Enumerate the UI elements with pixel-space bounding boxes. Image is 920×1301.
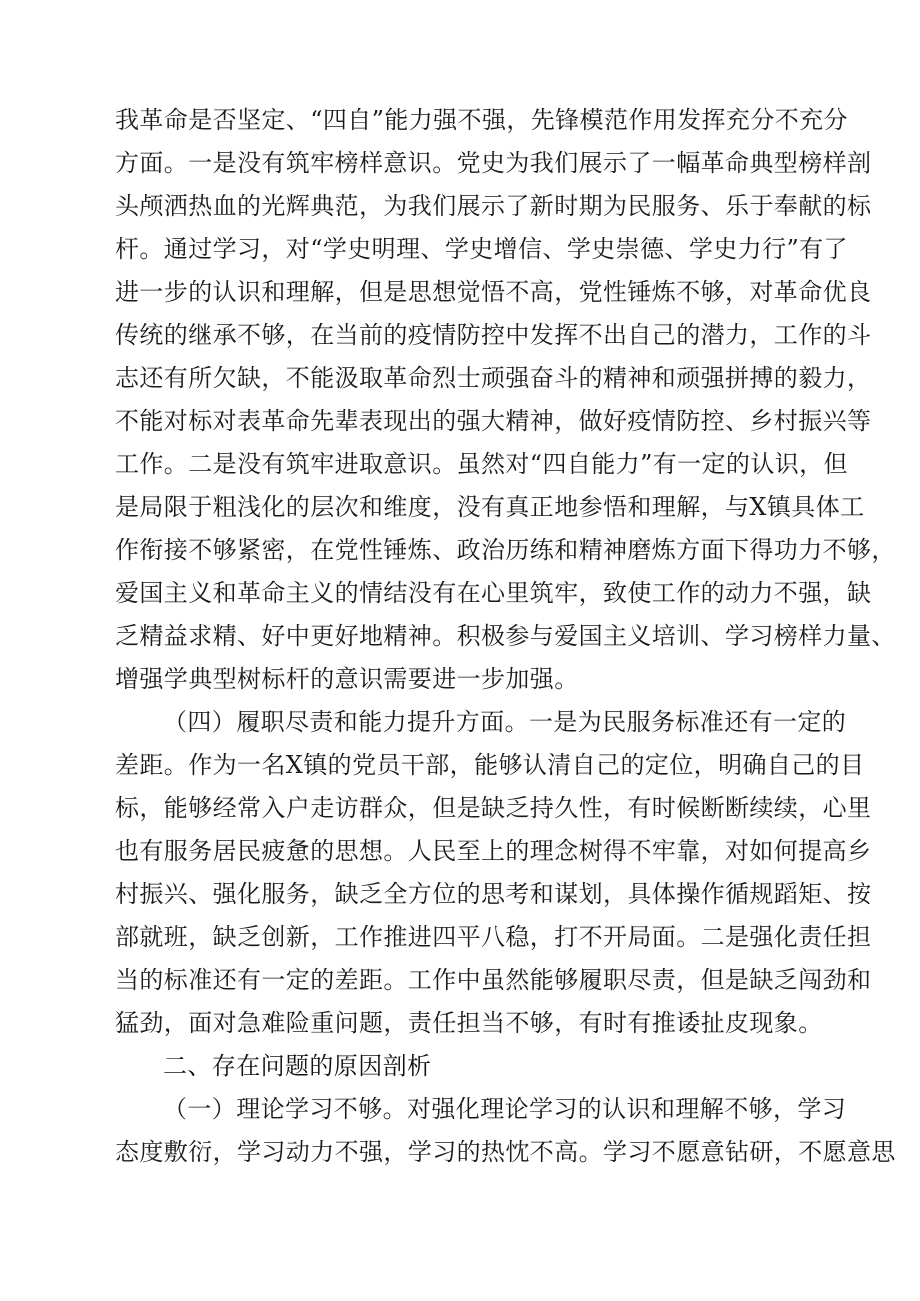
body-text-line: 头颅洒热血的光辉典范，为我们展示了新时期为民服务、乐于奉献的标 [115,192,872,220]
body-text-line: 当的标准还有一定的差距。工作中虽然能够履职尽责，但是缺乏闯劲和 [115,966,872,994]
paragraph-start-line: （四）履职尽责和能力提升方面。一是为民服务标准还有一定的 [163,708,847,736]
body-text-line: 也有服务居民疲惫的思想。人民至上的理念树得不牢靠，对如何提高乡 [115,837,872,865]
body-text-line: 差距。作为一名X镇的党员干部，能够认清自己的定位，明确自己的目 [115,751,865,779]
body-text-line: 部就班，缺乏创新，工作推进四平八稳，打不开局面。二是强化责任担 [115,923,872,951]
body-text-line: 增强学典型树标杆的意识需要进一步加强。 [115,665,579,693]
body-text-line: 工作。二是没有筑牢进取意识。虽然对“四自能力”有一定的认识，但 [115,450,848,478]
body-text-line: 猛劲，面对急难险重问题，责任担当不够，有时有推诿扯皮现象。 [115,1009,823,1037]
body-text-line: 杆。通过学习，对“学史明理、学史增信、学史崇德、学史力行”有了 [115,235,848,263]
body-text-line: 方面。一是没有筑牢榜样意识。党史为我们展示了一幅革命典型榜样剖 [115,149,872,177]
body-text-line: 不能对标对表革命先辈表现出的强大精神，做好疫情防控、乡村振兴等 [115,407,872,435]
body-text-line: 传统的继承不够，在当前的疫情防控中发挥不出自己的潜力，工作的斗 [115,321,872,349]
body-text-line: 进一步的认识和理解，但是思想觉悟不高，党性锤炼不够，对革命优良 [115,278,872,306]
body-text-line: 态度敷衍，学习动力不强，学习的热忱不高。学习不愿意钻研，不愿意思 [115,1138,896,1166]
body-text-line: 是局限于粗浅化的层次和维度，没有真正地参悟和理解，与X镇具体工 [115,493,865,521]
paragraph-start-line: （一）理论学习不够。对强化理论学习的认识和理解不够，学习 [163,1095,847,1123]
section-heading: 二、存在问题的原因剖析 [163,1052,432,1080]
body-text-line: 我革命是否坚定、“四自”能力强不强，先锋模范作用发挥充分不充分 [115,106,848,134]
body-text-line: 村振兴、强化服务，缺乏全方位的思考和谋划，具体操作循规蹈矩、按 [115,880,872,908]
body-text-line: 标，能够经常入户走访群众，但是缺乏持久性，有时候断断续续，心里 [115,794,872,822]
body-text-line: 乏精益求精、好中更好地精神。积极参与爱国主义培训、学习榜样力量、 [115,622,896,650]
body-text-line: 志还有所欠缺，不能汲取革命烈士顽强奋斗的精神和顽强拼搏的毅力， [115,364,872,392]
body-text-line: 作衔接不够紧密，在党性锤炼、政治历练和精神磨炼方面下得功力不够， [115,536,896,564]
body-text-line: 爱国主义和革命主义的情结没有在心里筑牢，致使工作的动力不强，缺 [115,579,872,607]
